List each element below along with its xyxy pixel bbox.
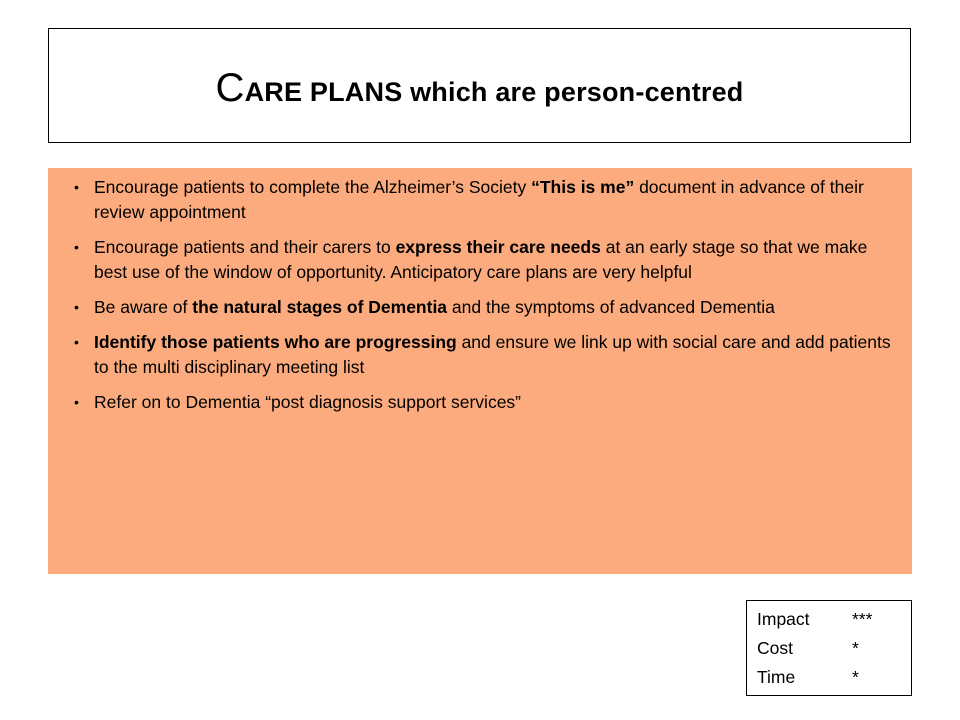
bullet-text: document in advance of their review appointment	[94, 177, 864, 222]
bullet-item	[74, 330, 902, 380]
bullet-dot-icon: •	[74, 179, 79, 195]
rating-label: Impact	[757, 609, 810, 629]
bullet-item	[74, 175, 902, 225]
rating-value: ***	[852, 609, 873, 629]
bullet-item	[74, 295, 902, 320]
bullet-text: at an early stage so that we make best use of the window of opportunity. Anticipatory care plans are very helpful	[94, 237, 868, 282]
content-box	[48, 168, 912, 574]
bullet-text: Refer on to Dementia “post diagnosis support services”	[94, 392, 522, 412]
title-box	[48, 28, 911, 143]
bullet-emphasis: express their care needs	[395, 237, 601, 257]
bullet-list	[74, 175, 902, 415]
bullet-emphasis: Identify those patients who are progressing	[94, 332, 457, 352]
bullet-item	[74, 390, 902, 415]
bullet-text: Encourage patients to complete the Alzheimer’s Society	[94, 177, 532, 197]
bullet-text: and the symptoms of advanced Dementia	[447, 297, 775, 317]
rating-row-time	[757, 663, 911, 692]
bullet-dot-icon: •	[74, 239, 79, 255]
rating-label: Cost	[757, 638, 793, 658]
title-initial: C	[215, 66, 245, 110]
rating-row-cost	[757, 634, 911, 663]
title-rest: ARE PLANS which are person-centred	[244, 77, 744, 107]
rating-value: *	[852, 667, 859, 687]
bullet-text: and ensure we link up with social care and add patients to the multi disciplinary meeting list	[94, 332, 891, 377]
bullet-item	[74, 235, 902, 285]
rating-box	[746, 600, 912, 696]
bullet-text: Be aware of	[94, 297, 193, 317]
bullet-text: Encourage patients and their carers to	[94, 237, 396, 257]
bullet-emphasis: the natural stages of Dementia	[192, 297, 448, 317]
bullet-emphasis: “This is me”	[531, 177, 635, 197]
rating-row-impact	[757, 605, 911, 634]
slide-title	[216, 60, 744, 111]
bullet-dot-icon: •	[74, 394, 79, 410]
bullet-dot-icon: •	[74, 299, 79, 315]
rating-value: *	[852, 638, 859, 658]
bullet-dot-icon: •	[74, 334, 79, 350]
rating-label: Time	[757, 667, 796, 687]
